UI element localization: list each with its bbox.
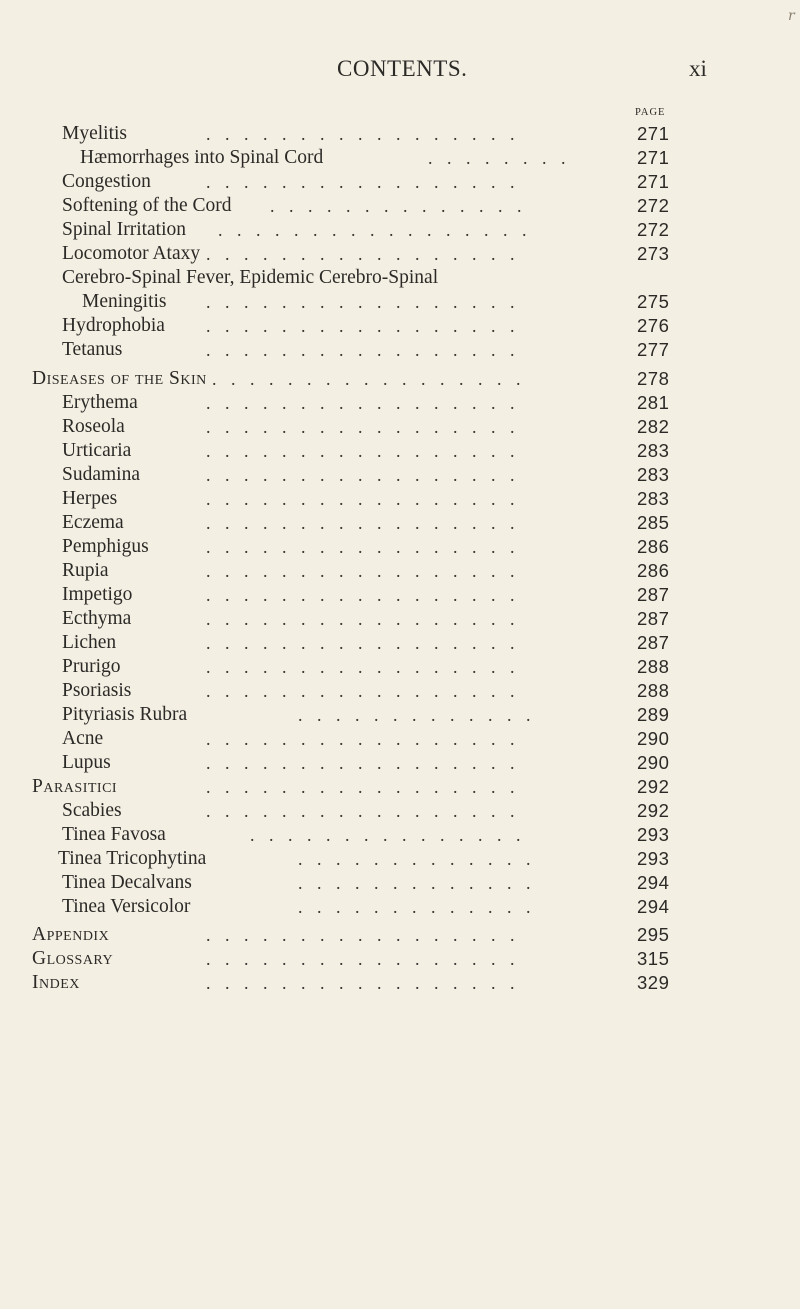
entry-page-number: 288 [637, 680, 670, 701]
dot-leader: ................. [206, 681, 529, 701]
entry-page-number: 329 [637, 972, 670, 993]
dot-leader: ................. [206, 561, 529, 581]
dot-leader: ................. [206, 172, 529, 192]
dot-leader: ................. [206, 585, 529, 605]
contents-entry [0, 367, 800, 391]
entry-page-number: 275 [637, 291, 670, 312]
entry-title: Pemphigus [62, 536, 149, 557]
dot-leader: ................. [206, 489, 529, 509]
contents-entry [0, 971, 800, 995]
entry-page-number: 286 [637, 536, 670, 557]
dot-leader: ................. [206, 244, 529, 264]
dot-leader: ............. [298, 897, 545, 917]
entry-page-number: 287 [637, 608, 670, 629]
contents-entry [0, 439, 800, 463]
entry-page-number: 272 [637, 195, 670, 216]
contents-entry [0, 895, 800, 919]
dot-leader: ................. [206, 292, 529, 312]
dot-leader: ................. [206, 753, 529, 773]
contents-entry [0, 415, 800, 439]
contents-entry [0, 535, 800, 559]
page-header [0, 56, 800, 86]
contents-entry [0, 511, 800, 535]
dot-leader: .............. [270, 196, 536, 216]
dot-leader: ................. [206, 657, 529, 677]
dot-leader: ................. [206, 417, 529, 437]
entry-title: Roseola [62, 416, 125, 437]
entry-page-number: 283 [637, 464, 670, 485]
dot-leader: ................. [206, 124, 529, 144]
entry-page-number: 290 [637, 752, 670, 773]
entry-title: Spinal Irritation [62, 219, 187, 240]
entry-title: Psoriasis [62, 680, 132, 701]
contents-entry [0, 391, 800, 415]
entry-page-number: 287 [637, 584, 670, 605]
entry-title: Meningitis [82, 291, 167, 312]
entry-title: Scabies [62, 800, 122, 821]
entry-page-number: 289 [637, 704, 670, 725]
contents-entry [0, 923, 800, 947]
contents-entry [0, 194, 800, 218]
entry-page-number: 286 [637, 560, 670, 581]
entry-title: Urticaria [62, 440, 132, 461]
entry-title: Tinea Tricophytina [58, 848, 207, 869]
entry-page-number: 278 [637, 368, 670, 389]
contents-entry [0, 338, 800, 362]
entry-page-number: 283 [637, 488, 670, 509]
contents-entry [0, 146, 800, 170]
entry-page-number: 271 [637, 147, 670, 168]
entry-page-number: 281 [637, 392, 670, 413]
dot-leader: ................. [206, 393, 529, 413]
dot-leader: ................. [206, 609, 529, 629]
contents-entry [0, 583, 800, 607]
dot-leader: ........ [428, 148, 580, 168]
entry-page-number: 285 [637, 512, 670, 533]
entry-page-number: 292 [637, 776, 670, 797]
contents-entry [0, 607, 800, 631]
entry-title: Hydrophobia [62, 315, 165, 336]
contents-entry [0, 727, 800, 751]
entry-title: Tinea Decalvans [62, 872, 192, 893]
entry-title: Tinea Versicolor [62, 896, 191, 917]
entry-title: Prurigo [62, 656, 121, 677]
entry-title: Impetigo [62, 584, 133, 605]
contents-entry [0, 871, 800, 895]
entry-page-number: 277 [637, 339, 670, 360]
entry-page-number: 295 [637, 924, 670, 945]
dot-leader: ............. [298, 849, 545, 869]
dot-leader: ................. [206, 513, 529, 533]
page-column-label: PAGE [635, 107, 666, 118]
contents-entry [0, 655, 800, 679]
entry-title: Glossary [32, 948, 114, 969]
dot-leader: ................. [206, 801, 529, 821]
entry-title: Cerebro-Spinal Fever, Epidemic Cerebro-Spinal [62, 267, 439, 288]
dot-leader: ................. [206, 537, 529, 557]
contents-entry [0, 947, 800, 971]
contents-entry [0, 314, 800, 338]
dot-leader: ................. [206, 925, 529, 945]
contents-entry [0, 242, 800, 266]
dot-leader: ................. [212, 369, 535, 389]
entry-page-number: 294 [637, 872, 670, 893]
entry-title: Tinea Favosa [62, 824, 166, 845]
dot-leader: ............. [298, 705, 545, 725]
contents-entry [0, 218, 800, 242]
running-title: CONTENTS. [337, 56, 468, 81]
entry-page-number: 288 [637, 656, 670, 677]
entry-page-number: 283 [637, 440, 670, 461]
entry-title: Softening of the Cord [62, 195, 232, 216]
dot-leader: ................. [206, 949, 529, 969]
contents-entry [0, 751, 800, 775]
dot-leader: ................. [206, 777, 529, 797]
entry-page-number: 271 [637, 123, 670, 144]
contents-entry [0, 170, 800, 194]
dot-leader: ............. [298, 873, 545, 893]
dot-leader: ................. [206, 973, 529, 993]
entry-title: Sudamina [62, 464, 140, 485]
dot-leader: ................. [206, 633, 529, 653]
entry-title: Hæmorrhages into Spinal Cord [80, 147, 324, 168]
entry-page-number: 271 [637, 171, 670, 192]
contents-entry [0, 463, 800, 487]
entry-page-number: 293 [637, 848, 670, 869]
contents-entry [0, 775, 800, 799]
contents-entry [0, 631, 800, 655]
entry-title: Lupus [62, 752, 111, 773]
contents-entry [0, 559, 800, 583]
entry-title: Index [32, 972, 80, 993]
entry-title: Locomotor Ataxy [62, 243, 201, 264]
entry-title: Eczema [62, 512, 124, 533]
entry-title: Appendix [32, 924, 110, 945]
entry-title: Diseases of the Skin [32, 368, 207, 389]
contents-entry [0, 679, 800, 703]
page-folio: xi [689, 56, 707, 81]
entry-title: Acne [62, 728, 104, 749]
dot-leader: ................. [206, 316, 529, 336]
entry-page-number: 276 [637, 315, 670, 336]
contents-entry [0, 266, 800, 290]
entry-title: Erythema [62, 392, 138, 413]
entry-title: Pityriasis Rubra [62, 704, 188, 725]
dot-leader: ................. [206, 340, 529, 360]
entry-title: Congestion [62, 171, 151, 192]
corner-mark: r [788, 8, 795, 24]
entry-page-number: 290 [637, 728, 670, 749]
dot-leader: ................. [206, 729, 529, 749]
entry-page-number: 292 [637, 800, 670, 821]
entry-title: Ecthyma [62, 608, 132, 629]
entry-page-number: 282 [637, 416, 670, 437]
entry-title: Parasitici [32, 776, 118, 797]
entry-title: Lichen [62, 632, 117, 653]
entry-page-number: 315 [637, 948, 670, 969]
entry-title: Herpes [62, 488, 118, 509]
contents-entry [0, 122, 800, 146]
dot-leader: ................. [206, 441, 529, 461]
entry-title: Myelitis [62, 123, 128, 144]
contents-entry [0, 847, 800, 871]
dot-leader: ................. [206, 465, 529, 485]
dot-leader: ................. [218, 220, 541, 240]
contents-entry [0, 290, 800, 314]
entry-page-number: 287 [637, 632, 670, 653]
entry-title: Tetanus [62, 339, 123, 360]
dot-leader: ............... [250, 825, 535, 845]
entry-page-number: 273 [637, 243, 670, 264]
contents-entry [0, 799, 800, 823]
contents-entry [0, 487, 800, 511]
contents-entry [0, 703, 800, 727]
contents-entry [0, 823, 800, 847]
entry-page-number: 272 [637, 219, 670, 240]
entry-page-number: 293 [637, 824, 670, 845]
entry-title: Rupia [62, 560, 109, 581]
entry-page-number: 294 [637, 896, 670, 917]
